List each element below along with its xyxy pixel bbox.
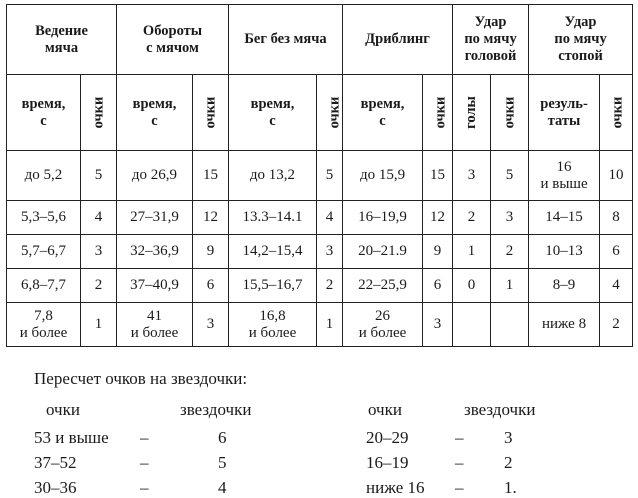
table-cell: 14–15 <box>529 201 600 235</box>
table-cell: до 15,9 <box>343 151 423 201</box>
table-cell: 16–19,9 <box>343 201 423 235</box>
table-row <box>7 269 633 303</box>
table-cell: 8–9 <box>529 269 600 303</box>
table-cell: 3 <box>423 303 453 347</box>
stars-value: 1. <box>504 478 517 497</box>
stars-value: 4 <box>218 478 227 497</box>
vertical-label: очки <box>609 96 626 129</box>
table-cell: 10 <box>600 151 633 201</box>
table-cell: 10–13 <box>529 235 600 269</box>
column-subheader: резуль- таты <box>529 75 600 151</box>
table-cell: 3 <box>317 235 343 269</box>
stars-value: 6 <box>218 428 227 447</box>
column-group-title: Обороты с мячом <box>117 5 229 75</box>
table-cell: 22–25,9 <box>343 269 423 303</box>
table-cell: 4 <box>81 201 117 235</box>
column-subheader <box>491 75 529 151</box>
stars-header: звездочки <box>464 400 536 419</box>
table-cell: до 5,2 <box>7 151 81 201</box>
table-cell: 2 <box>600 303 633 347</box>
table-cell: ниже 8 <box>529 303 600 347</box>
table-cell: 3 <box>193 303 229 347</box>
table-cell: 26 и более <box>343 303 423 347</box>
column-subheader <box>600 75 633 151</box>
table-cell: 3 <box>491 201 529 235</box>
table-cell: 12 <box>423 201 453 235</box>
column-group-title: Ведение мяча <box>7 5 117 75</box>
table-cell: 15 <box>423 151 453 201</box>
vertical-label: очки <box>90 96 107 129</box>
table-row <box>7 235 633 269</box>
table-row <box>7 151 633 201</box>
dash: – <box>455 478 464 497</box>
table-cell: 14,2–15,4 <box>229 235 317 269</box>
table-cell: 6 <box>193 269 229 303</box>
dash: – <box>140 478 149 497</box>
table-cell: 1 <box>491 269 529 303</box>
table-cell: 6 <box>600 235 633 269</box>
table-cell: 9 <box>423 235 453 269</box>
table-cell: 2 <box>317 269 343 303</box>
points-range: 30–36 <box>34 478 77 497</box>
table-cell: 15,5–16,7 <box>229 269 317 303</box>
points-header: очки <box>368 400 402 419</box>
score-table <box>6 4 633 347</box>
table-cell: до 13,2 <box>229 151 317 201</box>
points-range: 53 и выше <box>34 428 109 447</box>
stars-value: 5 <box>218 453 227 472</box>
points-header: очки <box>46 400 80 419</box>
table-cell: 37–40,9 <box>117 269 193 303</box>
table-cell: 5 <box>81 151 117 201</box>
table-cell <box>491 303 529 347</box>
column-subheader: время, с <box>117 75 193 151</box>
table-row <box>7 303 633 347</box>
table-cell: 2 <box>491 235 529 269</box>
table-cell: 5,3–5,6 <box>7 201 81 235</box>
table-cell: 20–21.9 <box>343 235 423 269</box>
stars-header: звездочки <box>180 400 252 419</box>
dash: – <box>455 453 464 472</box>
column-group-title: Удар по мячу головой <box>453 5 529 75</box>
column-subheader <box>453 75 491 151</box>
table-cell: 6,8–7,7 <box>7 269 81 303</box>
column-subheader <box>423 75 453 151</box>
table-cell: 3 <box>453 151 491 201</box>
table-cell: 15 <box>193 151 229 201</box>
table-cell: 16,8 и более <box>229 303 317 347</box>
table-cell: 41 и более <box>117 303 193 347</box>
table-cell <box>453 303 491 347</box>
column-subheader: время, с <box>7 75 81 151</box>
points-range: 37–52 <box>34 453 77 472</box>
table-cell: 4 <box>600 269 633 303</box>
table-cell: 12 <box>193 201 229 235</box>
vertical-label: очки <box>501 96 518 129</box>
table-cell: 1 <box>81 303 117 347</box>
column-subheader <box>193 75 229 151</box>
table-cell: 5,7–6,7 <box>7 235 81 269</box>
table-cell: 1 <box>453 235 491 269</box>
points-range: 20–29 <box>366 428 409 447</box>
points-range: 16–19 <box>366 453 409 472</box>
table-cell: 5 <box>317 151 343 201</box>
table-cell: 8 <box>600 201 633 235</box>
subheader-row <box>7 75 633 151</box>
dash: – <box>140 428 149 447</box>
dash: – <box>140 453 149 472</box>
vertical-label: очки <box>202 96 219 129</box>
table-cell: 13.3–14.1 <box>229 201 317 235</box>
vertical-label: очки <box>432 96 449 129</box>
table-cell: 0 <box>453 269 491 303</box>
table-cell: 32–36,9 <box>117 235 193 269</box>
points-range: ниже 16 <box>366 478 425 497</box>
table-cell: 9 <box>193 235 229 269</box>
table-cell: 2 <box>81 269 117 303</box>
table-cell: 1 <box>317 303 343 347</box>
table-cell: 6 <box>423 269 453 303</box>
column-subheader <box>317 75 343 151</box>
table-cell: 5 <box>491 151 529 201</box>
header-row <box>7 5 633 75</box>
vertical-label: голы <box>463 96 480 129</box>
table-cell: 7,8 и более <box>7 303 81 347</box>
vertical-label: очки <box>326 96 343 129</box>
table-cell: 27–31,9 <box>117 201 193 235</box>
column-subheader <box>81 75 117 151</box>
column-group-title: Удар по мячу стопой <box>529 5 633 75</box>
table-cell: 4 <box>317 201 343 235</box>
column-group-title: Дриблинг <box>343 5 453 75</box>
table-cell: до 26,9 <box>117 151 193 201</box>
table-cell: 3 <box>81 235 117 269</box>
stars-value: 2 <box>504 453 513 472</box>
stars-value: 3 <box>504 428 513 447</box>
column-group-title: Бег без мяча <box>229 5 343 75</box>
dash: – <box>455 428 464 447</box>
column-subheader: время, с <box>343 75 423 151</box>
table-row <box>7 201 633 235</box>
stars-title: Пересчет очков на звездочки: <box>34 369 248 388</box>
table-cell: 2 <box>453 201 491 235</box>
column-subheader: время, с <box>229 75 317 151</box>
table-cell: 16 и выше <box>529 151 600 201</box>
